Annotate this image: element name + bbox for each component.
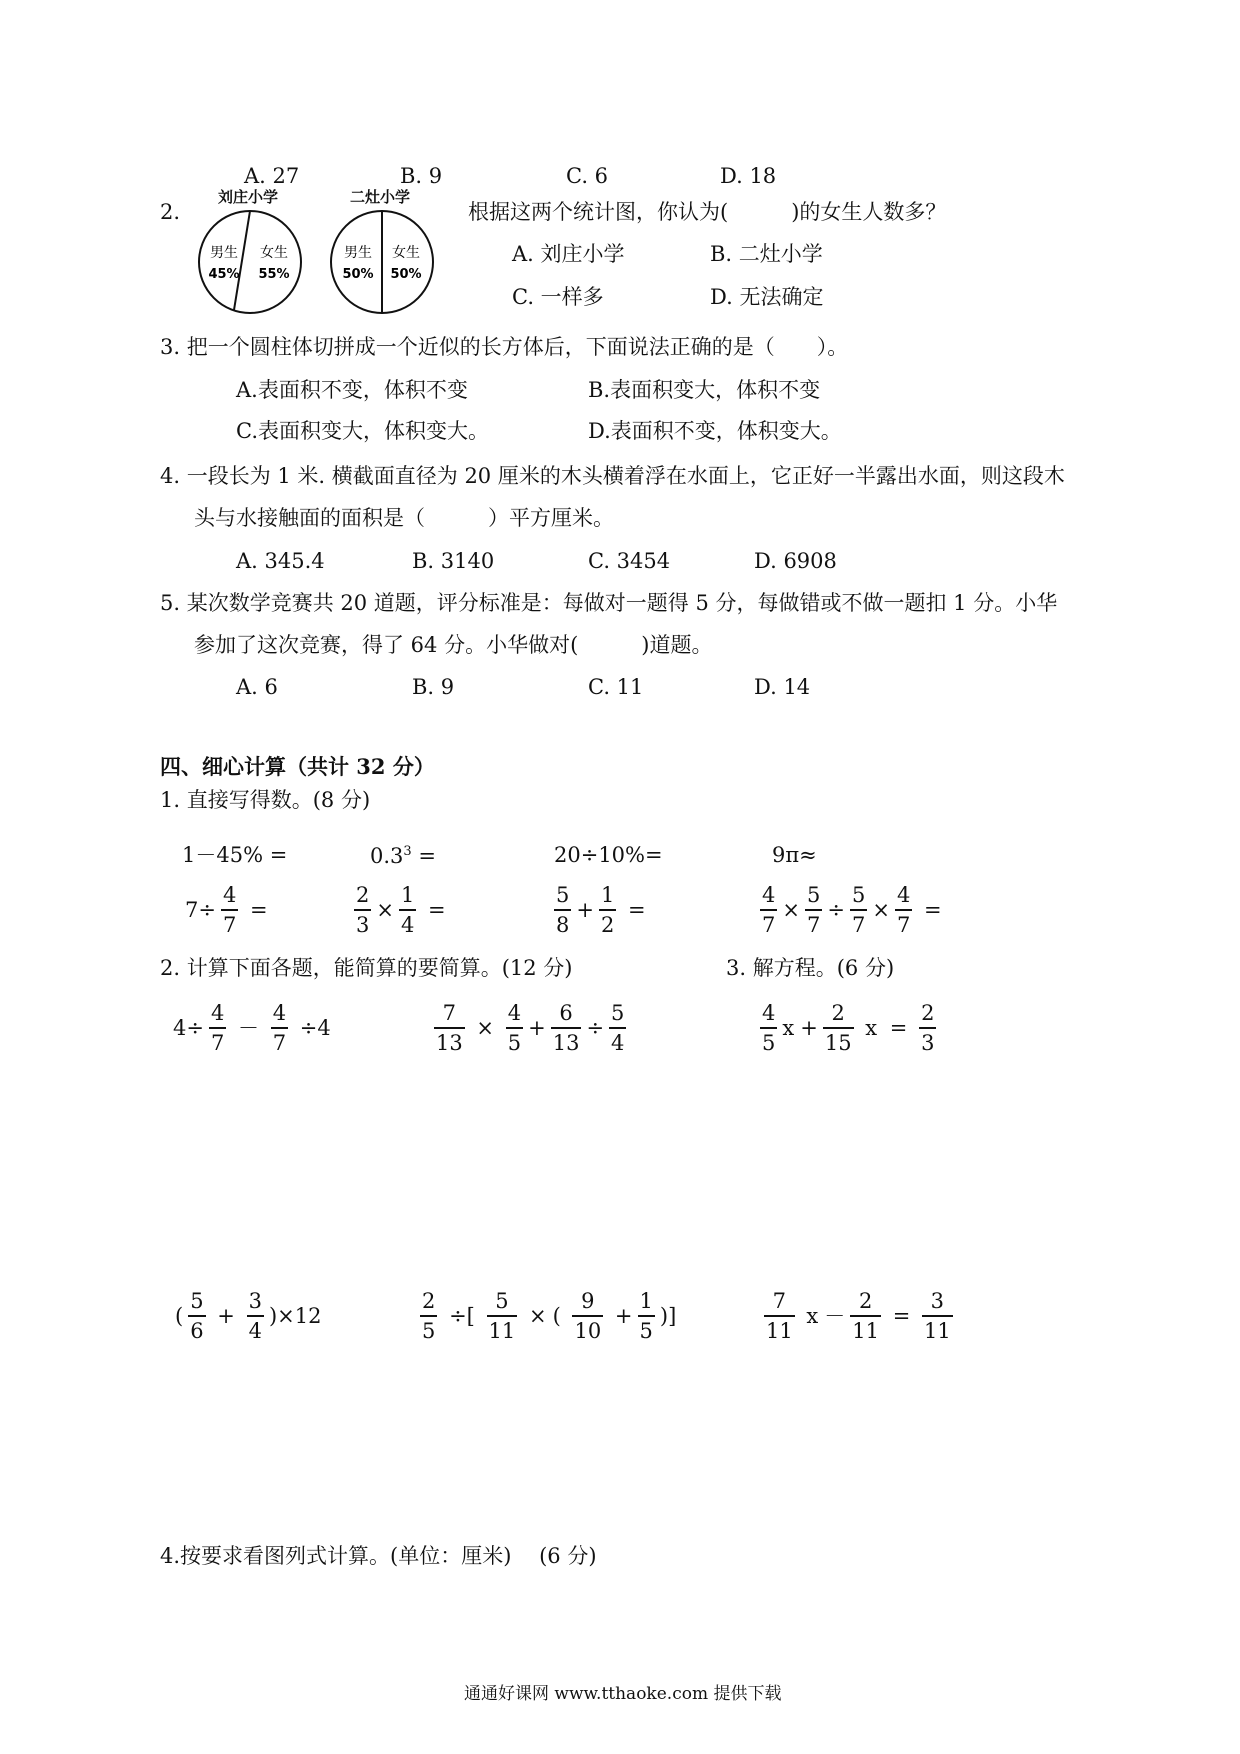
- op-plus: +: [576, 897, 594, 922]
- frac-3-4: $\frac{3}{4}$: [248, 1289, 262, 1344]
- op-minus: －: [238, 1015, 260, 1040]
- op-eq: =: [889, 1015, 908, 1040]
- frac-2-3: $\frac{2}{3}$: [356, 883, 370, 938]
- section4-title: 四、细心计算（共计 32 分）: [160, 754, 435, 779]
- op-div: ÷: [827, 897, 845, 922]
- q1-option-a: A. 27: [244, 164, 300, 188]
- section4-part2: 2. 计算下面各题，能简算的要简算。(12 分): [160, 956, 573, 980]
- chart2-boy-pct: 50%: [342, 267, 374, 282]
- frac-5-4: $\frac{5}{4}$: [611, 1001, 625, 1056]
- frac-5-8: $\frac{5}{8}$: [556, 883, 570, 938]
- q5-line1: 5. 某次数学竞赛共 20 道题，评分标准是：每做对一题得 5 分，每做错或不做一题扣 1 分。小华: [160, 591, 1058, 615]
- frac-7-11: $\frac{7}{11}$: [766, 1289, 793, 1344]
- op-eq: =: [250, 897, 268, 922]
- chart1-title: 刘庄小学: [218, 188, 279, 206]
- frac-3-11: $\frac{3}{11}$: [923, 1289, 951, 1344]
- frac-5-6: $\frac{5}{6}$: [190, 1289, 204, 1344]
- op-times: ×: [376, 897, 394, 922]
- calc-9pi: 9π≈: [772, 843, 817, 867]
- op-plus: +: [217, 1303, 235, 1328]
- section4-part1: 1. 直接写得数。(8 分): [160, 788, 371, 812]
- frac-2-5: $\frac{2}{5}$: [422, 1289, 436, 1344]
- q2-option-a: A. 刘庄小学: [512, 242, 625, 266]
- chart2-girl-label: 女生: [392, 245, 420, 261]
- q2-number: 2.: [160, 200, 181, 224]
- calc-5-8-plus-1-2: [552, 884, 649, 936]
- q3-option-a: A.表面积不变，体积不变: [236, 378, 468, 402]
- op-seven-div: 7÷: [185, 897, 216, 922]
- q4-line2: 头与水接触面的面积是（ ）平方厘米。: [194, 506, 614, 530]
- q3-option-c: C.表面积变大，体积变大。: [236, 419, 489, 443]
- frac-4-7: $\frac{4}{7}$: [762, 883, 776, 938]
- op-times: ×: [872, 897, 890, 922]
- frac-1-2: $\frac{1}{2}$: [600, 883, 615, 938]
- op-div4: ÷4: [299, 1015, 331, 1040]
- op-rbrack: )]: [659, 1303, 677, 1328]
- var-x: x: [865, 1015, 878, 1040]
- calc-20-div-10pct: 20÷10%=: [554, 843, 663, 867]
- calc-cube-base: 0.3: [370, 844, 404, 868]
- frac-4-7: $\frac{4}{7}$: [222, 883, 237, 938]
- q1-option-b: B. 9: [400, 164, 443, 188]
- frac-5-7: $\frac{5}{7}$: [851, 883, 866, 938]
- q2-text: 根据这两个统计图，你认为( )的女生人数多？: [468, 200, 947, 224]
- q5-option-a: A. 6: [236, 675, 278, 699]
- q1-option-d: D. 18: [720, 164, 777, 188]
- q2-option-d: D. 无法确定: [710, 285, 824, 309]
- q5-option-b: B. 9: [412, 675, 455, 699]
- frac-5-11: $\frac{5}{11}$: [488, 1289, 516, 1344]
- op-eq: =: [628, 897, 646, 922]
- op-minus: －: [824, 1303, 846, 1328]
- calc2-expr4: [418, 1290, 679, 1342]
- chart2-title: 二灶小学: [350, 188, 411, 206]
- op-plus: +: [800, 1015, 818, 1040]
- q4-line1: 4. 一段长为 1 米. 横截面直径为 20 厘米的木头横着浮在水面上，它正好一半露出水面，则这段木: [160, 464, 1065, 488]
- q2-option-c: C. 一样多: [512, 285, 604, 309]
- op-times: ×: [528, 1303, 547, 1328]
- q4-option-a: A. 345.4: [236, 549, 325, 573]
- op-four-div: 4÷: [173, 1015, 204, 1040]
- calc-1-minus-45pct: 1－45% =: [182, 843, 288, 867]
- calc-chain: [758, 884, 945, 936]
- q3-option-b: B.表面积变大，体积不变: [588, 378, 821, 402]
- chart1-pie: [196, 208, 304, 316]
- chart2-girl-pct: 50%: [390, 267, 422, 282]
- frac-5-7: $\frac{5}{7}$: [806, 883, 821, 938]
- q4-option-b: B. 3140: [412, 549, 495, 573]
- calc-cube: [370, 845, 436, 867]
- op-plus: +: [614, 1303, 633, 1328]
- frac-4-7: $\frac{4}{7}$: [896, 883, 911, 938]
- q3-text: 3. 把一个圆柱体切拼成一个近似的长方体后，下面说法正确的是（ ）。: [160, 335, 849, 359]
- equation1: [758, 1002, 938, 1054]
- op-eq: =: [428, 897, 446, 922]
- op-div: ÷: [586, 1015, 605, 1040]
- q5-option-d: D. 14: [754, 675, 811, 699]
- var-x: x: [782, 1015, 795, 1040]
- footer-text: 通通好课网 www.tthaoke.com 提供下载: [464, 1684, 782, 1704]
- frac-4-7: $\frac{4}{7}$: [272, 1001, 287, 1056]
- op-plus: +: [528, 1015, 546, 1040]
- op-times12: )×12: [268, 1303, 322, 1328]
- op-lparen: (: [552, 1303, 561, 1328]
- calc2-expr1: [170, 1002, 334, 1054]
- calc2-expr2: [432, 1002, 628, 1054]
- calc-cube-eq: =: [418, 844, 436, 868]
- op-lparen: (: [175, 1303, 184, 1328]
- chart2-pie: [328, 208, 436, 316]
- chart1-girl-pct: 55%: [258, 267, 290, 282]
- frac-4-7: $\frac{4}{7}$: [210, 1001, 225, 1056]
- frac-6-13: $\frac{6}{13}$: [552, 1001, 580, 1056]
- op-eq: =: [892, 1303, 911, 1328]
- calc-cube-exponent: 3: [403, 844, 412, 859]
- frac-4-5: $\frac{4}{5}$: [762, 1001, 776, 1056]
- frac-7-13: $\frac{7}{13}$: [436, 1001, 463, 1056]
- chart1-boy-label: 男生: [210, 245, 238, 261]
- frac-2-15: $\frac{2}{15}$: [824, 1001, 852, 1056]
- calc2-expr3: [172, 1290, 324, 1342]
- frac-1-4: $\frac{1}{4}$: [400, 883, 415, 938]
- q4-option-d: D. 6908: [754, 549, 837, 573]
- op-times: ×: [476, 1015, 495, 1040]
- frac-2-11: $\frac{2}{11}$: [852, 1289, 879, 1344]
- chart1-boy-pct: 45%: [208, 267, 240, 282]
- chart2-boy-label: 男生: [344, 245, 372, 261]
- q5-option-c: C. 11: [588, 675, 644, 699]
- calc-7-div-4-7: [182, 884, 271, 936]
- q2-option-b: B. 二灶小学: [710, 242, 823, 266]
- section4-part3: 3. 解方程。(6 分): [726, 956, 895, 980]
- frac-2-3: $\frac{2}{3}$: [921, 1001, 935, 1056]
- q1-option-c: C. 6: [566, 164, 609, 188]
- var-x: x: [806, 1303, 819, 1328]
- q5-line2: 参加了这次竞赛，得了 64 分。小华做对( )道题。: [194, 633, 713, 657]
- section4-part4: 4.按要求看图列式计算。(单位：厘米) (6 分): [160, 1544, 597, 1568]
- frac-4-5: $\frac{4}{5}$: [507, 1001, 522, 1056]
- chart1-girl-label: 女生: [260, 245, 288, 261]
- calc-2-3-times-1-4: [352, 884, 449, 936]
- op-eq: =: [924, 897, 942, 922]
- frac-1-5: $\frac{1}{5}$: [639, 1289, 653, 1344]
- equation2: [762, 1290, 955, 1342]
- op-div-lbrack: ÷[: [449, 1303, 475, 1328]
- op-times: ×: [782, 897, 800, 922]
- q4-option-c: C. 3454: [588, 549, 671, 573]
- frac-9-10: $\frac{9}{10}$: [574, 1289, 602, 1344]
- q3-option-d: D.表面积不变，体积变大。: [588, 419, 842, 443]
